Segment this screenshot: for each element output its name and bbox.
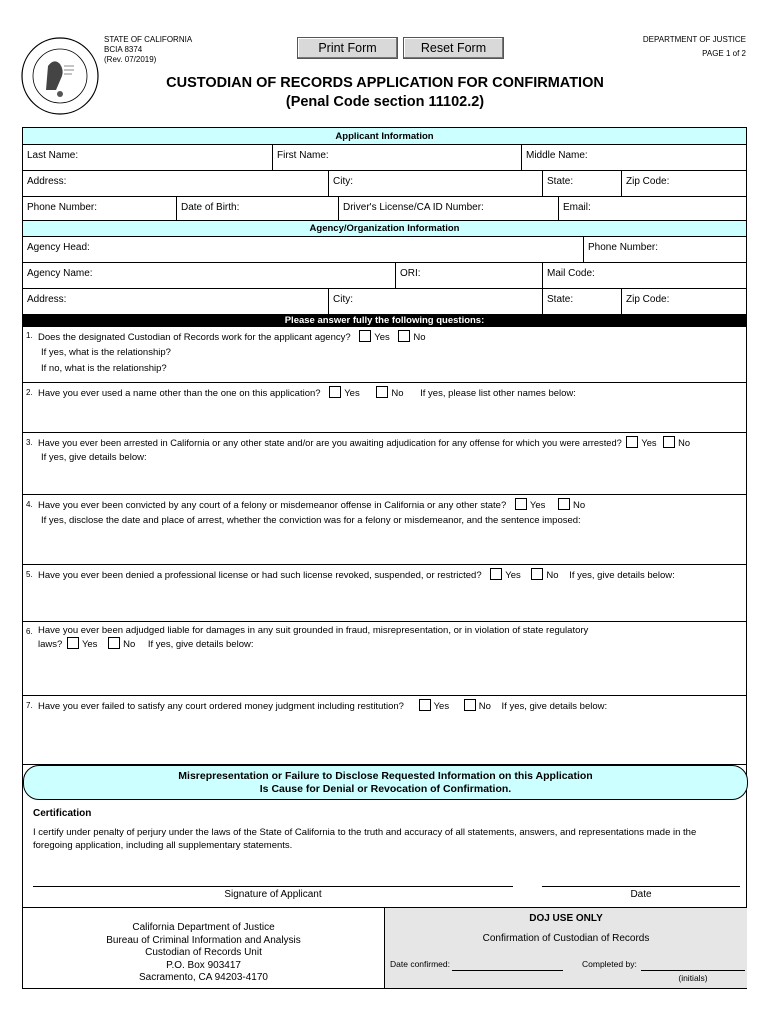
- initials-label: (initials): [678, 973, 708, 983]
- email-field[interactable]: Email:: [558, 197, 748, 220]
- applicant-name-row: [23, 145, 746, 171]
- question-4: 4. Have you ever been convicted by any court of a felony or misdemeanor offense in California or any other state? Yes No If yes, disclose the date and place of arrest, whether the conviction was for a felony or misdemeanor, and the sentence imposed:: [23, 495, 746, 565]
- question-3: 3. Have you ever been arrested in California or any other state and/or are you awaiting adjudication for any offense for which you were arrested? Yes No If yes, give details below:: [23, 433, 746, 495]
- agency-city-field[interactable]: City:: [328, 289, 542, 314]
- doj-use-subtitle: Confirmation of Custodian of Records: [482, 933, 650, 944]
- print-form-button[interactable]: Print Form: [297, 37, 398, 59]
- question-1: 1. Does the designated Custodian of Records work for the applicant agency? Yes No If yes, what is the relationship? If no, what is the relationship?: [23, 327, 746, 383]
- q1-yes-relationship: If yes, what is the relationship?: [41, 347, 171, 358]
- applicant-address-row: [23, 171, 746, 197]
- warning-banner: Misrepresentation or Failure to Disclose Requested Information on this Application Is Cause for Denial or Revocation of Confirmation.: [23, 765, 748, 800]
- signature-label: Signature of Applicant: [224, 889, 322, 900]
- city-field[interactable]: City:: [328, 171, 542, 196]
- state-field[interactable]: State:: [542, 171, 621, 196]
- department-label: DEPARTMENT OF JUSTICE: [642, 35, 746, 44]
- page-indicator: PAGE 1 of 2: [702, 49, 746, 58]
- date-confirmed-line[interactable]: [452, 970, 563, 971]
- question-2: 2. Have you ever used a name other than the one on this application? Yes No If yes, please list other names below:: [23, 383, 746, 433]
- applicant-section-header: Applicant Information: [23, 128, 746, 145]
- first-name-field[interactable]: First Name:: [272, 145, 521, 170]
- form-title: CUSTODIAN OF RECORDS APPLICATION FOR CONFIRMATION: [166, 75, 604, 91]
- q7-no-checkbox[interactable]: [464, 699, 476, 711]
- q2-no-checkbox[interactable]: [376, 386, 388, 398]
- agency-name-field[interactable]: Agency Name:: [27, 268, 93, 279]
- agency-phone-field[interactable]: Phone Number:: [583, 237, 748, 262]
- date-line[interactable]: [542, 886, 740, 887]
- question-2-text: Have you ever used a name other than the one on this application?: [38, 388, 321, 399]
- application-form: [22, 127, 747, 765]
- dob-field[interactable]: Date of Birth:: [176, 197, 338, 220]
- q1-no-relationship: If no, what is the relationship?: [41, 363, 167, 374]
- q7-yes-checkbox[interactable]: [419, 699, 431, 711]
- certification-area: [22, 765, 747, 908]
- completed-by-label: Completed by:: [582, 959, 637, 969]
- completed-by-line[interactable]: [641, 970, 745, 971]
- question-6-text: Have you ever been adjudged liable for damages in any suit grounded in fraud, misrepresentation, or in violation of state regulatory: [38, 625, 589, 636]
- q2-yes-checkbox[interactable]: [329, 386, 341, 398]
- question-7-text: Have you ever failed to satisfy any court ordered money judgment including restitution?: [38, 701, 404, 712]
- q4-no-checkbox[interactable]: [558, 498, 570, 510]
- q1-yes-checkbox[interactable]: [359, 330, 371, 342]
- q4-yes-checkbox[interactable]: [515, 498, 527, 510]
- q6-yes-checkbox[interactable]: [67, 637, 79, 649]
- q3-no-checkbox[interactable]: [663, 436, 675, 448]
- q5-no-checkbox[interactable]: [531, 568, 543, 580]
- q6-followup: If yes, give details below:: [147, 639, 254, 650]
- question-5-text: Have you ever been denied a professional license or had such license revoked, suspended, or restricted?: [38, 570, 482, 581]
- license-field[interactable]: Driver's License/CA ID Number:: [338, 197, 558, 220]
- question-3-text: Have you ever been arrested in California or any other state and/or are you awaiting adjudication for any offense for which you were arrested?: [38, 438, 622, 448]
- middle-name-field[interactable]: Middle Name:: [521, 145, 748, 170]
- certification-text-2: foregoing application, including all supplementary statements.: [33, 840, 293, 851]
- footer-block: [22, 907, 747, 989]
- zip-field[interactable]: Zip Code:: [621, 171, 748, 196]
- doj-use-title: DOJ USE ONLY: [529, 913, 603, 924]
- q1-no-checkbox[interactable]: [398, 330, 410, 342]
- address-field[interactable]: Address:: [27, 176, 67, 187]
- questions-section-header: Please answer fully the following questions:: [23, 314, 746, 327]
- signature-line[interactable]: [33, 886, 513, 887]
- reset-form-button[interactable]: Reset Form: [403, 37, 504, 59]
- form-subtitle: (Penal Code section 11102.2): [285, 94, 485, 110]
- mail-code-field[interactable]: Mail Code:: [542, 263, 748, 288]
- q2-followup: If yes, please list other names below:: [420, 388, 576, 399]
- form-revision: (Rev. 07/2019): [104, 55, 157, 64]
- question-1-text: Does the designated Custodian of Records work for the applicant agency?: [38, 332, 351, 343]
- agency-address-field[interactable]: Address:: [27, 294, 67, 305]
- question-7: 7. Have you ever failed to satisfy any court ordered money judgment including restitution? Yes No If yes, give details below:: [26, 701, 608, 712]
- question-4-text: Have you ever been convicted by any court of a felony or misdemeanor offense in California or any other state?: [38, 500, 507, 511]
- date-label: Date: [630, 889, 652, 900]
- q5-followup: If yes, give details below:: [569, 570, 675, 581]
- agency-address-row: [23, 289, 746, 314]
- agency-name-row: [23, 263, 746, 289]
- applicant-contact-row: [23, 197, 746, 221]
- doj-use-panel: [384, 908, 747, 988]
- q4-details: If yes, disclose the date and place of arrest, whether the conviction was for a felony or misdemeanor, and the sentence imposed:: [41, 515, 581, 526]
- certification-text-1: I certify under penalty of perjury under the laws of the State of California to the truth and accuracy of all statements, answers, and representations made in the: [33, 827, 697, 838]
- question-6-text-cont: laws?: [38, 639, 63, 650]
- last-name-field[interactable]: Last Name:: [27, 150, 79, 161]
- form-id: BCIA 8374: [104, 45, 143, 54]
- agency-section-header: Agency/Organization Information: [23, 221, 746, 237]
- q3-yes-checkbox[interactable]: [626, 436, 638, 448]
- phone-field[interactable]: Phone Number:: [27, 202, 98, 213]
- q7-followup: If yes, give details below:: [501, 701, 608, 712]
- agency-zip-field[interactable]: Zip Code:: [621, 289, 748, 314]
- question-6: 6. Have you ever been adjudged liable for damages in any suit grounded in fraud, misrepresentation, or in violation of state regulatory laws? Yes No If yes, give details below:: [23, 622, 746, 696]
- agency-head-row: [23, 237, 746, 263]
- q5-yes-checkbox[interactable]: [490, 568, 502, 580]
- state-label: STATE OF CALIFORNIA: [104, 35, 193, 44]
- q3-details: If yes, give details below:: [41, 452, 147, 463]
- agency-head-field[interactable]: Agency Head:: [27, 242, 90, 253]
- date-confirmed-label: Date confirmed:: [390, 959, 450, 969]
- mailing-address: California Department of Justice Bureau of Criminal Information and Analysis Custodian of Records Unit P.O. Box 903417 Sacramento, CA 94203-4170: [106, 922, 301, 983]
- q6-no-checkbox[interactable]: [108, 637, 120, 649]
- ori-field[interactable]: ORI:: [395, 263, 542, 288]
- question-5: 5. Have you ever been denied a professional license or had such license revoked, suspended, or restricted? Yes No If yes, give details below:: [23, 565, 746, 622]
- agency-state-field[interactable]: State:: [542, 289, 621, 314]
- certification-title: Certification: [33, 808, 92, 819]
